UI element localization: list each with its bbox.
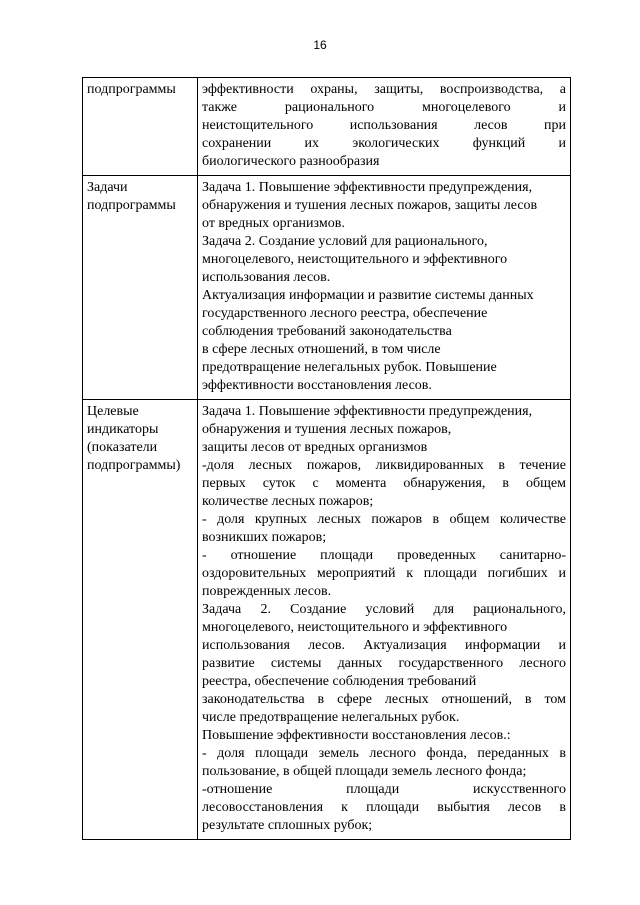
row-content-line: пользование, в общей площади земель лесного фонда;: [202, 764, 527, 779]
row-content-line: Задача 1. Повышение эффективности предупреждения,: [202, 404, 533, 419]
row-label-line: подпрограммы: [87, 82, 176, 97]
row-content-cell: [198, 78, 571, 176]
row-content-line: Актуализация информации и развитие системы данных: [202, 288, 534, 303]
table-row: [83, 176, 571, 400]
table-row: [83, 400, 571, 840]
row-label-cell: [83, 400, 198, 840]
program-table-body: [83, 78, 571, 840]
row-content-line: многоцелевого, неистощительного и эффективного: [202, 252, 508, 267]
row-label-line: индикаторы: [87, 422, 159, 437]
table-row: [83, 78, 571, 176]
row-content-line: обнаружения и тушения лесных пожаров,: [202, 422, 452, 437]
row-content-line: -доля лесных пожаров, ликвидированных в течение: [202, 458, 566, 473]
row-content-line: Задача 2. Создание условий для рационального,: [202, 234, 488, 249]
row-content-line: предотвращение нелегальных рубок. Повышение: [202, 360, 497, 375]
row-content-cell: [198, 400, 571, 840]
row-content-line: в сфере лесных отношений, в том числе: [202, 342, 441, 357]
row-content-line: первых суток с момента обнаружения, в общем: [202, 476, 566, 491]
row-content-line: числе предотвращение нелегальных рубок.: [202, 710, 460, 725]
row-content-line: Задача 2. Создание условий для рационального,: [202, 602, 566, 617]
row-content-line: соблюдения требований законодательства: [202, 324, 452, 339]
row-content-line: государственного лесного реестра, обеспечение: [202, 306, 488, 321]
row-label-line: Целевые: [87, 404, 139, 419]
row-content-line: защиты лесов от вредных организмов: [202, 440, 428, 455]
row-content-line: возникших пожаров;: [202, 530, 327, 545]
row-content-line: Задача 1. Повышение эффективности предупреждения,: [202, 180, 533, 195]
program-table: [82, 77, 571, 840]
row-content-line: использования лесов. Актуализация информации и: [202, 638, 566, 653]
row-content-line: законодательства в сфере лесных отношений, в том: [202, 692, 566, 707]
row-content-line: поврежденных лесов.: [202, 584, 332, 599]
row-label-line: подпрограммы): [87, 458, 181, 473]
row-label-line: Задачи: [87, 180, 128, 195]
row-content-line: биологического разнообразия: [202, 154, 380, 169]
page-number: 16: [313, 38, 327, 52]
row-content-line: реестра, обеспечение соблюдения требований: [202, 674, 477, 689]
row-content-line: - доля крупных лесных пожаров в общем количестве: [202, 512, 566, 527]
row-content-line: сохранении их экологических функций и: [202, 136, 566, 151]
row-label-line: подпрограммы: [87, 198, 176, 213]
row-content-line: от вредных организмов.: [202, 216, 345, 231]
row-content-line: также рационального многоцелевого и: [202, 100, 566, 115]
row-content-line: - доля площади земель лесного фонда, переданных в: [202, 746, 566, 761]
row-content-line: обнаружения и тушения лесных пожаров, защиты лесов: [202, 198, 538, 213]
row-content-cell: [198, 176, 571, 400]
row-content-line: лесовосстановления к площади выбытия лесов в: [202, 800, 566, 815]
row-content-line: многоцелевого, неистощительного и эффективного: [202, 620, 508, 635]
row-content-line: Повышение эффективности восстановления лесов.:: [202, 728, 511, 743]
row-label-cell: [83, 176, 198, 400]
row-label-cell: [83, 78, 198, 176]
row-label-line: (показатели: [87, 440, 158, 455]
row-content-line: - отношение площади проведенных санитарно-: [202, 548, 566, 563]
row-content-line: эффективности восстановления лесов.: [202, 378, 432, 393]
row-content-line: эффективности охраны, защиты, воспроизводства, а: [202, 82, 566, 97]
row-content-line: оздоровительных мероприятий к площади погибших и: [202, 566, 566, 581]
row-content-line: использования лесов.: [202, 270, 331, 285]
row-content-line: количестве лесных пожаров;: [202, 494, 374, 509]
row-content-line: развитие системы данных государственного лесного: [202, 656, 566, 671]
row-content-line: -отношение площади искусственного: [202, 782, 566, 797]
row-content-line: неистощительного использования лесов при: [202, 118, 566, 133]
row-content-line: результате сплошных рубок;: [202, 818, 373, 833]
